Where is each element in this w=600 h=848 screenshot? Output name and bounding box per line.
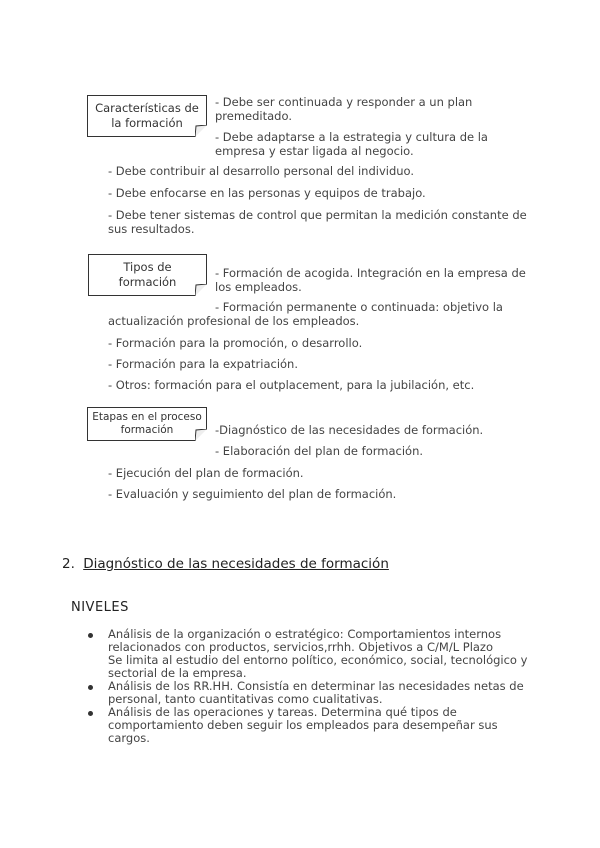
text-line: - Formación permanente o continuada: objetivo la xyxy=(215,300,503,314)
list-item-line: Se limita al estudio del entorno político, económico, social, tecnológico y xyxy=(108,653,528,667)
box-label-line1: Etapas en el proceso xyxy=(92,411,202,423)
section-heading xyxy=(62,556,389,572)
text-line: - Elaboración del plan de formación. xyxy=(215,444,424,458)
section-number: 2. xyxy=(62,556,75,572)
folded-corner-icon xyxy=(195,429,207,441)
text-line: - Ejecución del plan de formación. xyxy=(108,466,304,480)
box-label-line1: Características de xyxy=(95,101,199,115)
concept-box-etapas xyxy=(87,407,207,441)
text-line: actualización profesional de los empleados. xyxy=(108,314,360,328)
text-line: empresa y estar ligada al negocio. xyxy=(215,144,414,158)
text-line: - Formación de acogida. Integración en la empresa de xyxy=(215,266,526,280)
folded-corner-icon xyxy=(195,284,207,296)
list-item xyxy=(88,680,538,706)
box-label-line1: Tipos de xyxy=(123,260,172,274)
text-line: - Formación para la promoción, o desarrollo. xyxy=(108,336,363,350)
list-item-line: comportamiento deben seguir los empleados para desempeñar sus xyxy=(108,718,498,732)
list-item-line: cargos. xyxy=(108,731,150,745)
list-item-line: sectorial de la empresa. xyxy=(108,666,247,680)
bullet-icon xyxy=(88,685,93,690)
section-title: Diagnóstico de las necesidades de formación xyxy=(83,556,389,572)
list-item xyxy=(88,706,538,745)
concept-box-tipos xyxy=(88,254,207,296)
list-item-line: Análisis de las operaciones y tareas. Determina qué tipos de xyxy=(108,705,457,719)
concept-box-caracteristicas xyxy=(87,95,207,137)
text-line: - Evaluación y seguimiento del plan de formación. xyxy=(108,487,397,501)
list-item-line: Análisis de los RR.HH. Consistía en determinar las necesidades netas de xyxy=(108,679,524,693)
niveles-list xyxy=(88,628,538,745)
box-label-line2: formación xyxy=(118,275,177,289)
text-line: premeditado. xyxy=(215,109,292,123)
bullet-icon xyxy=(88,633,93,638)
text-line: los empleados. xyxy=(215,280,302,294)
text-line: - Formación para la expatriación. xyxy=(108,357,298,371)
text-line: - Debe contribuir al desarrollo personal del individuo. xyxy=(108,164,415,178)
list-item-line: relacionados con productos, servicios,rrhh. Objetivos a C/M/L Plazo xyxy=(108,640,494,654)
text-line: - Debe enfocarse en las personas y equipos de trabajo. xyxy=(108,186,426,200)
text-line: - Debe tener sistemas de control que permitan la medición constante de xyxy=(108,208,527,222)
box-label-line2: formación xyxy=(120,424,174,436)
subheading-niveles: NIVELES xyxy=(71,600,129,615)
folded-corner-icon xyxy=(195,125,207,137)
text-line: - Debe ser continuada y responder a un plan xyxy=(215,95,473,109)
list-item-line: Análisis de la organización o estratégico: Comportamientos internos xyxy=(108,627,502,641)
text-line: - Debe adaptarse a la estrategia y cultura de la xyxy=(215,130,488,144)
text-line: sus resultados. xyxy=(108,222,195,236)
box-label-line2: la formación xyxy=(111,116,183,130)
list-item-line: personal, tanto cuantitativas como cualitativas. xyxy=(108,692,383,706)
list-item xyxy=(88,628,538,680)
text-line: - Otros: formación para el outplacement, para la jubilación, etc. xyxy=(108,378,475,392)
text-line: -Diagnóstico de las necesidades de formación. xyxy=(215,423,484,437)
bullet-icon xyxy=(88,711,93,716)
